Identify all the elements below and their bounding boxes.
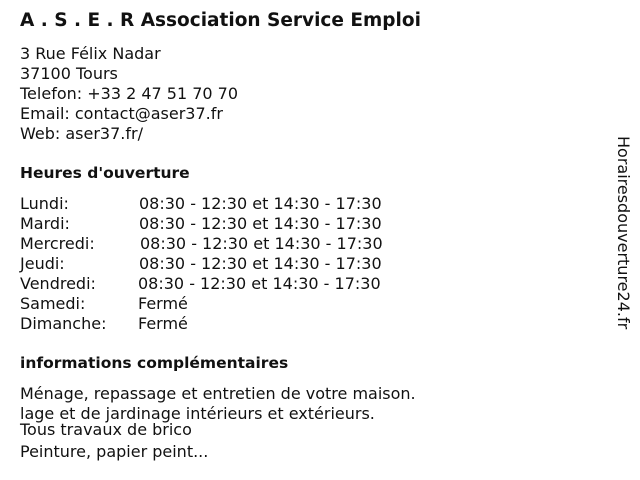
opening-hours-heading: Heures d'ouverture <box>20 164 190 182</box>
phone-number: Telefon: +33 2 47 51 70 70 <box>20 84 239 103</box>
info-line: lage et de jardinage intérieurs et extérieurs. <box>20 404 375 423</box>
day-hours: 08:30 - 12:30 et 14:30 - 17:30 <box>139 214 382 233</box>
info-line: Ménage, repassage et entretien de votre maison. <box>20 384 416 403</box>
site-watermark: Horairesdouverture24.fr <box>614 136 633 330</box>
additional-info-heading: informations complémentaires <box>20 354 289 372</box>
day-hours: 08:30 - 12:30 et 14:30 - 17:30 <box>140 234 383 253</box>
email-address: Email: contact@aser37.fr <box>20 104 223 123</box>
info-line: Tous travaux de brico <box>20 420 192 439</box>
day-hours: 08:30 - 12:30 et 14:30 - 17:30 <box>138 274 381 293</box>
city-postcode: 37100 Tours <box>20 64 118 83</box>
day-hours: 08:30 - 12:30 et 14:30 - 17:30 <box>139 194 382 213</box>
day-label: Lundi: <box>20 194 69 213</box>
contact-block <box>20 44 238 144</box>
business-title: A . S . E . R Association Service Emploi <box>20 10 421 31</box>
additional-info-text <box>20 384 416 462</box>
day-hours: Fermé <box>138 294 188 313</box>
day-label: Jeudi: <box>20 254 65 273</box>
website: Web: aser37.fr/ <box>20 124 143 143</box>
day-label: Dimanche: <box>20 314 107 333</box>
day-label: Mercredi: <box>20 234 95 253</box>
info-line: Peinture, papier peint... <box>20 442 209 461</box>
day-hours: 08:30 - 12:30 et 14:30 - 17:30 <box>139 254 382 273</box>
day-label: Vendredi: <box>20 274 96 293</box>
day-label: Samedi: <box>20 294 86 313</box>
street-address: 3 Rue Félix Nadar <box>20 44 161 63</box>
day-label: Mardi: <box>20 214 70 233</box>
day-hours: Fermé <box>138 314 188 333</box>
